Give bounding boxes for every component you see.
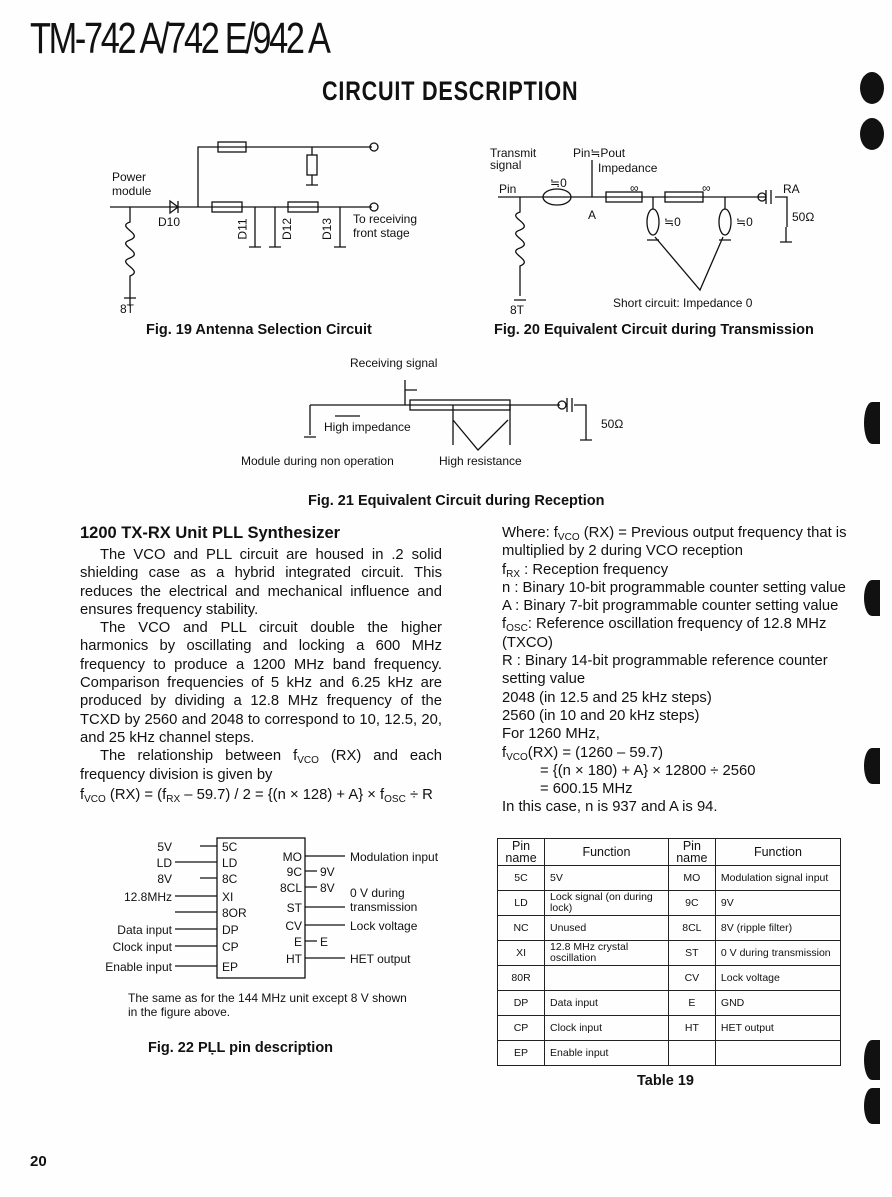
text: f [502, 616, 507, 633]
paragraph-1: The VCO and PLL circuit are housed in .2 solid shielding case as a hybrid integrated circuit. This reduces the electrical and mechanical influence and ensures frequency stability. [80, 547, 442, 618]
function-cell: GND [715, 991, 840, 1016]
pin-name-cell: NC [498, 916, 545, 941]
text: (TXCO) [502, 634, 553, 651]
pin-name-cell: CP [498, 1016, 545, 1041]
pin-name-cell: EP [498, 1041, 545, 1066]
fig20-signal-label: signal [490, 158, 522, 172]
table-row [498, 966, 841, 991]
function-cell: Enable input [545, 1041, 669, 1066]
pin-name-cell: 9C [668, 891, 715, 916]
pin-name-cell: DP [498, 991, 545, 1016]
text: setting value [502, 671, 586, 688]
fig19-d12-label: D12 [280, 217, 295, 241]
pin-name-cell: XI [498, 941, 545, 966]
fig19-power-label: Power [112, 170, 147, 184]
text: f [502, 561, 507, 578]
page-number: 20 [30, 1153, 47, 1170]
function-cell: Unused [545, 916, 669, 941]
fig21-high-impedance-label: High impedance [324, 420, 411, 434]
fig21-module-non-operation-label: Module during non operation [241, 454, 394, 468]
text: 2048 (in 12.5 and 25 kHz steps) [502, 689, 712, 706]
col-header: Function [545, 839, 669, 866]
fig19-front-stage-label: front stage [353, 226, 410, 240]
text: For 1260 MHz, [502, 726, 600, 743]
signal-label: Enable input [105, 960, 172, 974]
fig22-st-label-2: transmission [350, 900, 418, 914]
fig20-impedance-label: Impedance [598, 161, 658, 175]
section-title: CIRCUIT DESCRIPTION [322, 76, 579, 106]
pin-name-cell [668, 1041, 715, 1066]
text: A : Binary 7-bit programmable counter setting value [502, 598, 839, 615]
text: f [502, 744, 507, 761]
pin-label: CP [222, 940, 239, 954]
function-cell [715, 1041, 840, 1066]
left-column-body [80, 546, 442, 804]
function-cell: Lock signal (on during lock) [545, 891, 669, 916]
subscript: RX [506, 568, 521, 580]
fig21-receiving-label: Receiving signal [350, 356, 438, 370]
function-cell: 9V [715, 891, 840, 916]
fig19-8t-label: 8T [120, 302, 135, 316]
fig20-ra-label: RA [783, 182, 800, 196]
signal-label: Data input [117, 923, 172, 937]
fig20-transmit-label: Transmit [490, 146, 537, 160]
fig20-pin-label: Pin [499, 182, 517, 196]
right-column-body [502, 524, 847, 817]
text: (RX) = Previous output frequency that is [579, 525, 847, 541]
pin-label: ST [286, 901, 302, 915]
signal-label: Lock voltage [350, 919, 418, 933]
fig20-infinity-2: ∞ [702, 181, 711, 195]
text: – 59.7) / 2 = {(n × 128) + A} × f [180, 786, 385, 803]
fig21-50ohm-label: 50Ω [601, 417, 624, 431]
function-cell: 0 V during transmission [715, 941, 840, 966]
table-row [498, 1016, 841, 1041]
where-line [502, 524, 847, 542]
signal-label: 5V [157, 840, 172, 854]
fig20-schematic [498, 160, 792, 300]
pin-function-table [497, 838, 841, 1066]
fig22-note-1: The same as for the 144 MHz unit except 8 V shown [128, 991, 407, 1005]
signal-label: Modulation input [350, 850, 439, 864]
fig22-caption: Fig. 22 PḶL pin description [148, 1040, 334, 1056]
text: Where: f [502, 525, 558, 541]
text: ÷ R [405, 786, 433, 803]
fig20-caption: Fig. 20 Equivalent Circuit during Transmission [494, 322, 814, 338]
function-cell: 12.8 MHz crystal oscillation [545, 941, 669, 966]
text: The relationship between f [100, 748, 298, 765]
pin-name-cell: 5C [498, 866, 545, 891]
pin-label: LD [222, 856, 238, 870]
fig20-short-circuit-label: Short circuit: Impedance 0 [613, 296, 753, 310]
text: multiplied by 2 during VCO reception [502, 543, 743, 560]
fig19-to-receiving-label: To receiving [353, 212, 418, 226]
fig20-8t-label: 8T [510, 303, 525, 317]
signal-label: Clock input [112, 940, 172, 954]
pin-name-cell: ST [668, 941, 715, 966]
fig20-approx-zero: ≒0 [550, 176, 567, 190]
col-header: Pin name [498, 839, 545, 866]
text: In this case, n is 937 and A is 94. [502, 799, 718, 816]
text: : Reception frequency [520, 561, 669, 578]
paragraph-2: The VCO and PLL circuit double the higher harmonics by oscillating and locking a 600 MHz frequency to produce a 1200 MHz band frequency. Comparison frequencies of 5 kHz and 6.25 kHz are produced by dividing a 12.8 MHz frequency of the TCXD by 2560 and 2048 to correspond to 10, 12.5, 20, and 25 kHz channel steps. [80, 620, 442, 746]
subscript: VCO [557, 532, 580, 543]
paragraph-3 [80, 747, 442, 784]
subscript: VCO [297, 755, 319, 767]
text: (RX) = (1260 – 59.7) [527, 744, 664, 761]
fig19-d10-label: D10 [158, 215, 181, 229]
table-row [498, 891, 841, 916]
table-row [498, 1041, 841, 1066]
pin-name-cell: LD [498, 891, 545, 916]
calc-line-3: = 600.15 MHz [540, 781, 633, 798]
pin-label: 8OR [222, 906, 247, 920]
section-heading: 1200 TX-RX Unit PLL Synthesizer [80, 524, 341, 542]
subscript: OSC [506, 623, 528, 635]
fig19-d11-label: D11 [235, 218, 250, 240]
model-title: TM-742 A/742 E/942 A [30, 14, 329, 63]
signal-label: 8V [157, 872, 172, 886]
signal-label: LD [156, 856, 172, 870]
fig21-schematic [304, 380, 592, 450]
table-row [498, 916, 841, 941]
table-row [498, 941, 841, 966]
pin-label: XI [222, 890, 234, 904]
text: 2560 (in 10 and 20 kHz steps) [502, 707, 700, 724]
table-row [498, 991, 841, 1016]
col-header: Function [715, 839, 840, 866]
table19-caption: Table 19 [637, 1073, 694, 1089]
text: R : Binary 14-bit programmable reference counter [502, 653, 828, 670]
fig20-pin-pout-label: Pin≒Pout [573, 146, 626, 160]
subscript: VCO [84, 793, 106, 805]
pin-label: MO [282, 850, 302, 864]
signal-label: HET output [350, 952, 411, 966]
text: n : Binary 10-bit programmable counter setting value [502, 579, 846, 596]
pin-name-cell: 80R [498, 966, 545, 991]
text: : Reference oscillation frequency of 12.8 MHz [527, 616, 827, 633]
text: (RX) and each frequency division is given by [80, 748, 442, 783]
signal-label: 8V [320, 881, 335, 895]
signal-label: E [320, 935, 329, 949]
pin-label: 5C [222, 840, 238, 854]
text: (RX) = (f [105, 786, 167, 803]
pin-label: 8C [222, 872, 238, 886]
fig20-approx-zero-2: ≒0 [664, 215, 681, 229]
pin-name-cell: CV [668, 966, 715, 991]
fig21-high-resistance-label: High resistance [439, 454, 522, 468]
fig20-50ohm-label: 50Ω [792, 210, 815, 224]
fosc-line [502, 615, 847, 633]
pin-label: EP [222, 960, 239, 974]
fig20-node-a: A [588, 208, 597, 222]
pll-equation [80, 786, 442, 804]
pin-label: DP [222, 923, 239, 937]
calc-line-1 [502, 744, 847, 762]
pin-name-cell: MO [668, 866, 715, 891]
pin-name-cell: HT [668, 1016, 715, 1041]
pin-name-cell: E [668, 991, 715, 1016]
fig19-d13-label: D13 [320, 217, 335, 241]
fig22-schematic [175, 838, 345, 978]
frx-line [502, 561, 847, 579]
fig20-infinity-1: ∞ [630, 181, 639, 195]
function-cell: 5V [545, 866, 669, 891]
subscript: OSC [384, 793, 406, 805]
pin-name-cell: 8CL [668, 916, 715, 941]
pin-label: 9C [286, 865, 302, 879]
function-cell [545, 966, 669, 991]
fig20-approx-zero-3: ≒0 [736, 215, 753, 229]
subscript: VCO [506, 751, 528, 763]
function-cell: Data input [545, 991, 669, 1016]
fig22-note-2: in the figure above. [128, 1005, 231, 1019]
pin-label: HT [286, 952, 302, 966]
function-cell: Modulation signal input [715, 866, 840, 891]
table-row [498, 866, 841, 891]
signal-label: 12.8MHz [123, 890, 172, 904]
pin-label: E [293, 935, 302, 949]
pin-label: 8CL [279, 881, 302, 895]
function-cell: Clock input [545, 1016, 669, 1041]
col-header: Pin name [668, 839, 715, 866]
function-cell: HET output [715, 1016, 840, 1041]
function-cell: 8V (ripple filter) [715, 916, 840, 941]
fig21-caption: Fig. 21 Equivalent Circuit during Reception [308, 493, 605, 509]
fig22-st-label-1: 0 V during [350, 886, 405, 900]
pin-label: CV [285, 919, 302, 933]
fig19-caption: Fig. 19 Antenna Selection Circuit [146, 322, 372, 338]
signal-label: 9V [320, 865, 335, 879]
calc-line-2: = {(n × 180) + A} × 12800 ÷ 2560 [540, 762, 756, 779]
text: f [80, 786, 85, 803]
fig19-module-label: module [112, 184, 152, 198]
subscript: RX [166, 793, 181, 805]
function-cell: Lock voltage [715, 966, 840, 991]
